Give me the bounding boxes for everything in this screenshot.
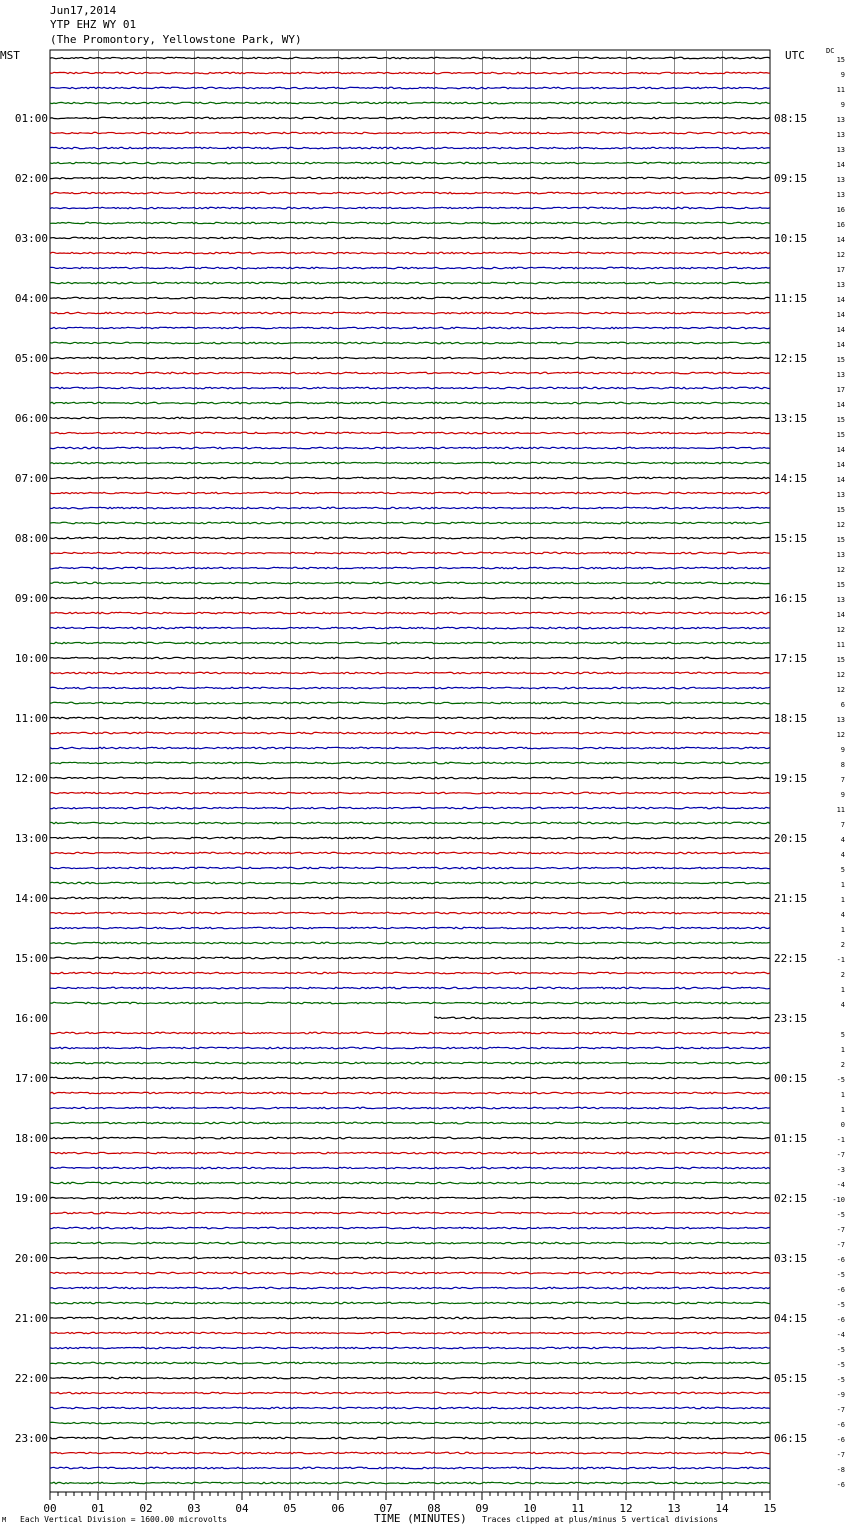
dc-offset-label: 13: [836, 131, 845, 139]
dc-offset-label: -5: [836, 1301, 845, 1309]
trace-line: [50, 1257, 770, 1259]
dc-offset-label: 9: [840, 101, 845, 109]
trace-line: [50, 747, 770, 749]
dc-offset-label: 12: [836, 521, 845, 529]
trace-line: [50, 1317, 770, 1319]
utc-hour-label: 15:15: [774, 532, 808, 545]
mst-hour-label: 17:00: [14, 1072, 48, 1085]
dc-offset-label: 12: [836, 566, 845, 574]
dc-offset-label: 14: [836, 401, 845, 409]
utc-hour-label: 06:15: [774, 1432, 808, 1445]
dc-offset-label: 13: [836, 551, 845, 559]
dc-offset-label: 2: [840, 941, 845, 949]
dc-offset-label: 14: [836, 341, 845, 349]
mst-hour-label: 22:00: [14, 1372, 48, 1385]
x-tick-label: 07: [379, 1502, 393, 1515]
mst-hour-label: 21:00: [14, 1312, 48, 1325]
dc-offset-label: -6: [836, 1316, 845, 1324]
utc-hour-label: 01:15: [774, 1132, 808, 1145]
utc-hour-label: 05:15: [774, 1372, 808, 1385]
dc-offset-label: 15: [836, 506, 845, 514]
dc-offset-label: 4: [840, 851, 845, 859]
x-tick-label: 14: [715, 1502, 729, 1515]
trace-line: [50, 327, 770, 329]
dc-offset-label: 13: [836, 146, 845, 154]
mst-hour-label: 01:00: [14, 112, 48, 125]
dc-offset-label: 14: [836, 446, 845, 454]
mst-hour-label: 04:00: [14, 292, 48, 305]
mst-hour-label: 10:00: [14, 652, 48, 665]
trace-line: [50, 282, 770, 284]
dc-offset-label: 14: [836, 311, 845, 319]
plot-frame: [50, 50, 770, 1492]
trace-line: [50, 582, 770, 584]
dc-offset-label: 1: [840, 1046, 845, 1054]
dc-offset-label: -4: [836, 1331, 845, 1339]
dc-offset-label: 15: [836, 431, 845, 439]
utc-hour-label: 11:15: [774, 292, 808, 305]
dc-offset-label: 14: [836, 476, 845, 484]
trace-line: [50, 207, 770, 209]
dc-offset-label: -6: [836, 1421, 845, 1429]
trace-line: [50, 1482, 770, 1484]
trace-line: [50, 1407, 770, 1409]
trace-line: [50, 1287, 770, 1289]
dc-offset-label: 16: [836, 206, 845, 214]
trace-line: [50, 162, 770, 164]
dc-offset-label: -7: [836, 1151, 845, 1159]
dc-offset-label: -7: [836, 1406, 845, 1414]
trace-line: [50, 1272, 770, 1274]
trace-line: [50, 627, 770, 629]
mst-hour-label: 18:00: [14, 1132, 48, 1145]
dc-offset-label: 15: [836, 56, 845, 64]
mst-hour-label: 09:00: [14, 592, 48, 605]
trace-line: [50, 1227, 770, 1229]
dc-offset-label: -5: [836, 1361, 845, 1369]
trace-line: [50, 72, 770, 74]
utc-hour-label: 03:15: [774, 1252, 808, 1265]
utc-hour-label: 13:15: [774, 412, 808, 425]
dc-offset-label: 1: [840, 896, 845, 904]
dc-offset-label: 11: [836, 806, 845, 814]
station-location: (The Promontory, Yellowstone Park, WY): [50, 33, 302, 46]
trace-line: [50, 57, 770, 59]
trace-line: [50, 852, 770, 854]
trace-line: [50, 342, 770, 344]
trace-line: [50, 762, 770, 764]
trace-line: [50, 1137, 770, 1139]
trace-line: [50, 1077, 770, 1079]
trace-line: [50, 1422, 770, 1424]
mst-hour-label: 19:00: [14, 1192, 48, 1205]
mst-hour-label: 12:00: [14, 772, 48, 785]
trace-line: [50, 657, 770, 659]
dc-offset-label: 17: [836, 386, 845, 394]
dc-offset-label: -6: [836, 1256, 845, 1264]
scale-note: Each Vertical Division = 1600.00 microvolts: [20, 1515, 228, 1524]
x-axis-title: TIME (MINUTES): [374, 1512, 467, 1525]
mst-hour-label: 11:00: [14, 712, 48, 725]
x-tick-label: 04: [235, 1502, 249, 1515]
trace-line: [50, 822, 770, 824]
right-timezone-label: UTC: [785, 49, 805, 62]
trace-line: [50, 1377, 770, 1379]
utc-hour-label: 22:15: [774, 952, 808, 965]
trace-line: [50, 1332, 770, 1334]
dc-offset-label: -1: [836, 1136, 845, 1144]
dc-offset-label: 11: [836, 641, 845, 649]
dc-offset-label: 14: [836, 461, 845, 469]
trace-line: [50, 312, 770, 314]
dc-offset-label: 1: [840, 926, 845, 934]
trace-line: [50, 387, 770, 389]
trace-line: [50, 882, 770, 884]
trace-line: [50, 702, 770, 704]
dc-offset-label: 15: [836, 416, 845, 424]
trace-line: [50, 942, 770, 944]
trace-line: [50, 1347, 770, 1349]
trace-line: [50, 732, 770, 734]
trace-line: [50, 192, 770, 194]
trace-line: [50, 1392, 770, 1394]
trace-line: [50, 567, 770, 569]
dc-offset-label: -6: [836, 1436, 845, 1444]
dc-offset-label: 13: [836, 116, 845, 124]
dc-offset-label: 4: [840, 1001, 845, 1009]
dc-offset-label: 13: [836, 176, 845, 184]
x-tick-label: 03: [187, 1502, 201, 1515]
mst-hour-label: 05:00: [14, 352, 48, 365]
trace-line: [50, 447, 770, 449]
x-tick-label: 05: [283, 1502, 297, 1515]
dc-offset-label: -7: [836, 1226, 845, 1234]
trace-line: [50, 507, 770, 509]
trace-line: [50, 912, 770, 914]
dc-offset-label: 12: [836, 671, 845, 679]
trace-line: [50, 1467, 770, 1469]
trace-line: [50, 1452, 770, 1454]
trace-line: [50, 357, 770, 359]
x-tick-label: 11: [571, 1502, 585, 1515]
trace-line: [50, 867, 770, 869]
x-tick-label: 02: [139, 1502, 153, 1515]
x-tick-label: 08: [427, 1502, 441, 1515]
trace-line: [50, 402, 770, 404]
trace-line: [50, 417, 770, 419]
trace-line: [50, 1197, 770, 1199]
trace-line: [50, 957, 770, 959]
dc-offset-label: 5: [840, 1031, 845, 1039]
mst-hour-label: 02:00: [14, 172, 48, 185]
trace-line: [50, 1212, 770, 1214]
corner-mark: M: [2, 1516, 7, 1524]
trace-line: [50, 132, 770, 134]
trace-line: [50, 792, 770, 794]
utc-hour-label: 14:15: [774, 472, 808, 485]
x-tick-label: 15: [763, 1502, 777, 1515]
trace-line: [50, 1107, 770, 1109]
dc-offset-label: -5: [836, 1346, 845, 1354]
trace-line: [50, 117, 770, 119]
dc-offset-label: -9: [836, 1391, 845, 1399]
trace-line: [50, 177, 770, 179]
trace-line: [50, 372, 770, 374]
mst-hour-label: 07:00: [14, 472, 48, 485]
utc-hour-label: 17:15: [774, 652, 808, 665]
trace-line: [50, 1242, 770, 1244]
utc-hour-label: 19:15: [774, 772, 808, 785]
dc-offset-header: DC: [826, 47, 835, 55]
dc-offset-label: 2: [840, 1061, 845, 1069]
trace-line: [50, 837, 770, 839]
dc-offset-label: 13: [836, 491, 845, 499]
dc-offset-label: 1: [840, 881, 845, 889]
trace-line: [50, 1167, 770, 1169]
trace-line: [50, 1092, 770, 1094]
utc-hour-label: 20:15: [774, 832, 808, 845]
left-timezone-label: MST: [0, 49, 20, 62]
dc-offset-label: 9: [840, 71, 845, 79]
dc-offset-label: 9: [840, 746, 845, 754]
dc-offset-label: 2: [840, 971, 845, 979]
trace-line: [50, 927, 770, 929]
trace-line: [50, 1302, 770, 1304]
dc-offset-label: -5: [836, 1376, 845, 1384]
utc-hour-label: 21:15: [774, 892, 808, 905]
trace-line: [50, 1002, 770, 1004]
dc-offset-label: -1: [836, 956, 845, 964]
utc-hour-label: 02:15: [774, 1192, 808, 1205]
dc-offset-label: 13: [836, 596, 845, 604]
trace-line: [50, 987, 770, 989]
dc-offset-label: 14: [836, 296, 845, 304]
dc-offset-label: 14: [836, 611, 845, 619]
dc-offset-label: -6: [836, 1286, 845, 1294]
x-tick-label: 09: [475, 1502, 489, 1515]
dc-offset-label: -4: [836, 1181, 845, 1189]
dc-offset-label: 17: [836, 266, 845, 274]
trace-line: [50, 252, 770, 254]
clip-note: Traces clipped at plus/minus 5 vertical divisions: [482, 1515, 719, 1524]
trace-line: [50, 102, 770, 104]
trace-line: [50, 522, 770, 524]
dc-offset-label: -7: [836, 1241, 845, 1249]
utc-hour-label: 23:15: [774, 1012, 808, 1025]
trace-line: [50, 297, 770, 299]
dc-offset-label: 15: [836, 536, 845, 544]
utc-hour-label: 16:15: [774, 592, 808, 605]
trace-line: [50, 717, 770, 719]
utc-hour-label: 10:15: [774, 232, 808, 245]
trace-line: [50, 1062, 770, 1064]
trace-line: [50, 1122, 770, 1124]
trace-line: [50, 687, 770, 689]
dc-offset-label: -10: [832, 1196, 845, 1204]
trace-line: [50, 462, 770, 464]
trace-line: [50, 972, 770, 974]
dc-offset-label: 13: [836, 716, 845, 724]
dc-offset-label: 7: [840, 821, 845, 829]
dc-offset-label: 0: [840, 1121, 845, 1129]
dc-offset-label: 16: [836, 221, 845, 229]
dc-offset-label: 4: [840, 836, 845, 844]
mst-hour-label: 08:00: [14, 532, 48, 545]
dc-offset-label: 5: [840, 866, 845, 874]
trace-line: [50, 777, 770, 779]
dc-offset-label: 4: [840, 911, 845, 919]
mst-hour-label: 15:00: [14, 952, 48, 965]
trace-line: [50, 222, 770, 224]
utc-hour-label: 00:15: [774, 1072, 808, 1085]
dc-offset-label: -8: [836, 1466, 845, 1474]
dc-offset-label: 12: [836, 626, 845, 634]
x-tick-label: 06: [331, 1502, 345, 1515]
x-tick-label: 10: [523, 1502, 537, 1515]
mst-hour-label: 06:00: [14, 412, 48, 425]
trace-line: [50, 237, 770, 239]
dc-offset-label: 11: [836, 86, 845, 94]
dc-offset-label: 8: [840, 761, 845, 769]
trace-line: [50, 1182, 770, 1184]
trace-line: [50, 552, 770, 554]
trace-line: [50, 1437, 770, 1439]
trace-line: [50, 147, 770, 149]
dc-offset-label: -7: [836, 1451, 845, 1459]
mst-hour-label: 20:00: [14, 1252, 48, 1265]
dc-offset-label: 13: [836, 281, 845, 289]
trace-line: [50, 477, 770, 479]
trace-line: [50, 1032, 770, 1034]
trace-line: [50, 672, 770, 674]
dc-offset-label: 7: [840, 776, 845, 784]
dc-offset-label: 12: [836, 686, 845, 694]
dc-offset-label: -5: [836, 1076, 845, 1084]
dc-offset-label: -6: [836, 1481, 845, 1489]
utc-hour-label: 12:15: [774, 352, 808, 365]
station-name: YTP EHZ WY 01: [50, 18, 137, 31]
mst-hour-label: 14:00: [14, 892, 48, 905]
trace-line: [50, 87, 770, 89]
dc-offset-label: 14: [836, 326, 845, 334]
trace-line: [50, 1152, 770, 1154]
dc-offset-label: -5: [836, 1211, 845, 1219]
trace-line: [50, 432, 770, 434]
trace-line: [434, 1017, 770, 1019]
dc-offset-label: 6: [840, 701, 845, 709]
utc-hour-label: 18:15: [774, 712, 808, 725]
mst-hour-label: 03:00: [14, 232, 48, 245]
x-tick-label: 01: [91, 1502, 105, 1515]
dc-offset-label: 1: [840, 986, 845, 994]
trace-line: [50, 492, 770, 494]
trace-line: [50, 897, 770, 899]
trace-line: [50, 1362, 770, 1364]
dc-offset-label: 14: [836, 161, 845, 169]
trace-line: [50, 597, 770, 599]
utc-hour-label: 08:15: [774, 112, 808, 125]
dc-offset-label: -3: [836, 1166, 845, 1174]
trace-line: [50, 537, 770, 539]
dc-offset-label: 1: [840, 1091, 845, 1099]
trace-line: [50, 642, 770, 644]
x-tick-label: 12: [619, 1502, 633, 1515]
mst-hour-label: 23:00: [14, 1432, 48, 1445]
utc-hour-label: 04:15: [774, 1312, 808, 1325]
dc-offset-label: 15: [836, 581, 845, 589]
trace-line: [50, 267, 770, 269]
dc-offset-label: 12: [836, 731, 845, 739]
dc-offset-label: 9: [840, 791, 845, 799]
trace-line: [50, 1047, 770, 1049]
dc-offset-label: 12: [836, 251, 845, 259]
trace-line: [50, 612, 770, 614]
mst-hour-label: 16:00: [14, 1012, 48, 1025]
x-tick-label: 00: [43, 1502, 57, 1515]
mst-hour-label: 13:00: [14, 832, 48, 845]
dc-offset-label: 15: [836, 356, 845, 364]
dc-offset-label: -5: [836, 1271, 845, 1279]
dc-offset-label: 1: [840, 1106, 845, 1114]
dc-offset-label: 13: [836, 371, 845, 379]
trace-line: [50, 807, 770, 809]
utc-hour-label: 09:15: [774, 172, 808, 185]
plot-date: Jun17,2014: [50, 4, 117, 17]
dc-offset-label: 14: [836, 236, 845, 244]
dc-offset-label: 13: [836, 191, 845, 199]
dc-offset-label: 15: [836, 656, 845, 664]
x-tick-label: 13: [667, 1502, 681, 1515]
